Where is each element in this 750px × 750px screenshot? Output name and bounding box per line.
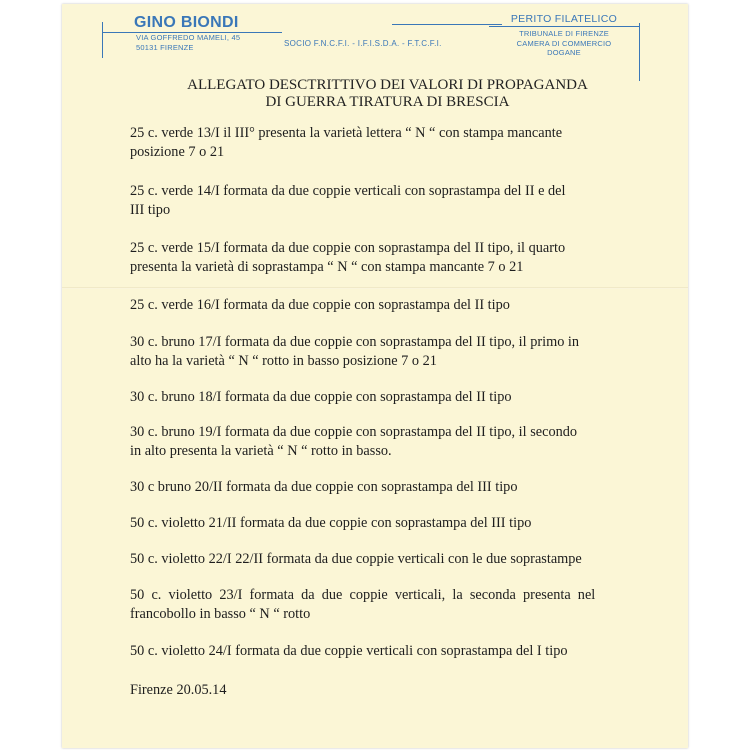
- document-page: [62, 4, 688, 748]
- role-line-2: CAMERA DI COMMERCIO: [516, 38, 612, 48]
- letterhead-role: PERITO FILATELICO: [489, 13, 639, 27]
- letterhead-name: GINO BIONDI: [134, 14, 239, 31]
- entry-line-1: 30 c. bruno 18/I formata da due coppie con soprastampa del II tipo: [130, 389, 512, 405]
- list-item: [130, 423, 668, 460]
- entry-line-1: 50 c. violetto 23/I formata da due coppie verticali, la seconda presenta nel: [130, 587, 596, 603]
- list-item: [130, 388, 668, 407]
- entry-line-2: III tipo: [130, 201, 171, 218]
- entry-line-2: francobollo in basso “ N “ rotto: [130, 605, 311, 622]
- list-item: [130, 124, 668, 161]
- list-item: [130, 478, 668, 497]
- list-item: [130, 642, 668, 661]
- entry-line-1: 30 c. bruno 19/I formata da due coppie con soprastampa del II tipo, il secondo: [130, 424, 578, 440]
- entry-line-1: 30 c bruno 20/II formata da due coppie con soprastampa del III tipo: [130, 479, 518, 495]
- address-line-1: VIA GOFFREDO MAMELI, 45: [136, 33, 241, 42]
- role-line-1: TRIBUNALE DI FIRENZE: [519, 29, 609, 38]
- entry-line-1: 25 c. verde 15/I formata da due coppie con soprastampa del II tipo, il quarto: [130, 240, 566, 256]
- role-line-3: DOGANE: [547, 48, 581, 57]
- list-item: [130, 514, 668, 533]
- letterhead-rule-right-extension: [392, 24, 502, 25]
- entry-line-1: 25 c. verde 13/I il III° presenta la varietà lettera “ N “ con stampa mancante: [130, 125, 563, 141]
- entry-line-1: 50 c. violetto 24/I formata da due coppie verticali con soprastampa del I tipo: [130, 643, 568, 659]
- letterhead-frame-left: [102, 22, 103, 58]
- list-item: [130, 586, 668, 623]
- title-line-2: DI GUERRA TIRATURA DI BRESCIA: [265, 94, 510, 110]
- list-item: [130, 182, 668, 219]
- entry-line-1: 50 c. violetto 21/II formata da due coppie con soprastampa del III tipo: [130, 515, 532, 531]
- letterhead-left: [134, 14, 239, 34]
- entry-line-1: 30 c. bruno 17/I formata da due coppie con soprastampa del II tipo, il primo in: [130, 334, 580, 350]
- paper-fold-line: [62, 287, 688, 289]
- address-line-2: 50131 FIRENZE: [136, 43, 194, 52]
- entry-line-2: in alto presenta la varietà “ N “ rotto in basso.: [130, 442, 392, 459]
- list-item: [130, 550, 668, 569]
- list-item: [130, 239, 668, 276]
- signoff-place-date: Firenze 20.05.14: [130, 682, 227, 698]
- title-line-1: ALLEGATO DESCTRITTIVO DEI VALORI DI PROPAGANDA: [187, 77, 588, 93]
- entry-line-2: presenta la varietà di soprastampa “ N “ con stampa mancante 7 o 21: [130, 258, 524, 275]
- document-title: [62, 77, 688, 111]
- letterhead-right: [489, 13, 639, 58]
- letterhead-frame-right: [639, 23, 640, 81]
- letterhead-address: [136, 33, 240, 53]
- letterhead-memberships: SOCIO F.N.C.F.I. - I.F.I.S.D.A. - F.T.C.F.I.: [284, 39, 442, 48]
- list-item: [130, 296, 668, 315]
- entry-line-2: posizione 7 o 21: [130, 143, 225, 160]
- entry-line-2: alto ha la varietà “ N “ rotto in basso posizione 7 o 21: [130, 352, 437, 369]
- entry-line-1: 25 c. verde 14/I formata da due coppie verticali con soprastampa del II e del: [130, 183, 566, 199]
- list-item: [130, 333, 668, 370]
- entry-line-1: 25 c. verde 16/I formata da due coppie con soprastampa del II tipo: [130, 297, 510, 313]
- entry-line-1: 50 c. violetto 22/I 22/II formata da due coppie verticali con le due soprastampe: [130, 551, 582, 567]
